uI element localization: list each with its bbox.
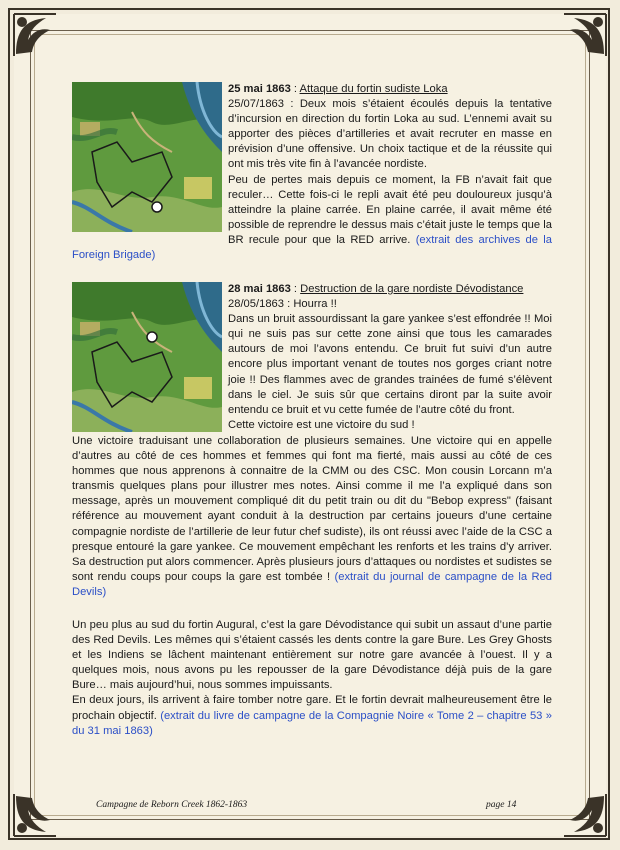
entry-separator: : bbox=[290, 283, 301, 295]
source-citation: (extrait des archives de la Foreign Brigade) bbox=[72, 233, 552, 262]
closing-paragraph: En deux jours, ils arrivent à faire tomber notre gare. Et le fortin devrait malheureusement être le prochain objectif. bbox=[72, 694, 552, 722]
campaign-map-image bbox=[72, 82, 222, 232]
journal-entry bbox=[72, 282, 552, 600]
entry-title: Destruction de la gare nordiste Dévodistance bbox=[300, 283, 524, 295]
source-citation: (extrait du journal de campagne de la Red Devils) bbox=[72, 570, 553, 598]
closing-paragraph: Un peu plus au sud du fortin Augural, c’est la gare Dévodistance qui subit un assaut d’une partie des Red Devils. Les mêmes qui s’étaient cassés les dents contre la gare Bure. Les Grey Ghosts et les Indiens se lâchent maintenant entièrement sur notre gare avancée à l’ouest. Il y a quelques mois, nous avons pu les repousser de la gare Dévodistance déjà puis de la gare Bure… mais aujourd’hui, nous sommes impuissants. bbox=[72, 619, 552, 692]
entry-title: Attaque du fortin sudiste Loka bbox=[299, 83, 448, 95]
entry-paragraph: 28/05/1863 : Hourra !! bbox=[228, 298, 337, 311]
entry-separator: : bbox=[290, 83, 300, 95]
journal-entry bbox=[72, 82, 552, 263]
entry-paragraph: Une victoire traduisant une collaboration de plusieurs semaines. Une victoire qui en appelle d’autres au côté de ces hommes et femmes qui font ma fierté, mais aussi au côté de ces hommes que nous apprenons à connaitre de la CMM ou des CSC. Mon cousin Lorcann m’a transmis quelques plans pour illustrer mes notes. Ainsi comme il me l’a expliqué dans son message, après un mouvement compliqué dit du petit train ou dit du "Bebop express" (faisant référence au mouvement ayant conduit à la destruction par certains joueurs d’une certaine compagnie nordiste de l’artillerie de leur futur chef sudiste), ils ont réussi avec l’aide de la CSC a presque entouré la gare yankee. Ce mouvement empêchant les renforts et les trains d’y arriver. Sa destruction put alors commencer. Après plusieurs jours d’attaques ou nordistes et sudistes se sont rendu coups pour coups la gare est tombée ! bbox=[72, 435, 552, 583]
footer-page-number: page 14 bbox=[486, 800, 517, 810]
entry-paragraph: Peu de pertes mais depuis ce moment, la FB n’avait fait que reculer… Cette fois-ci le repli avait été peu douloureux jusqu’à atteindre la plaine carrée. En plaine carrée, il avait même été possible de reprendre le dessus mais c’était juste le temps que la BR recule pour que la RED arrive. bbox=[228, 173, 552, 246]
entry-paragraph: Dans un bruit assourdissant la gare yankee s’est effondrée !! Moi qui ne suis pas sur cette zone ainsi que tous les camarades autours de moi l’avons entendu. Ce bruit fut suivi d’un autre encore plus important venant de toutes nos gorges criant notre joie !! Des flammes avec de grandes trainées de fumé s’élèvent dans le ciel. Je suis sûr que certains diront par la suite avoir entendu ce bruit et vu cette fumée de l’autre côté du front. bbox=[228, 313, 552, 416]
entry-date: 28 mai 1863 bbox=[228, 283, 291, 295]
footer-campaign-title: Campagne de Reborn Creek 1862-1863 bbox=[96, 800, 248, 810]
source-citation: (extrait du livre de campagne de la Compagnie Noire « Tome 2 – chapitre 53 » du 31 mai 1863) bbox=[72, 709, 552, 737]
entry-paragraph: 25/07/1863 : Deux mois s’étaient écoulés depuis la tentative d’incursion en direction du fortin Loka au sud. L’ennemi avait su apporter des pièces d’artilleries et avait recruter en masse en prévision d’une offensive. Un choix tactique et de la réussite qui ont mis très vite fin à l’avancée nordiste. bbox=[228, 98, 552, 171]
entry-paragraph: Cette victoire est une victoire du sud ! bbox=[228, 418, 415, 431]
entry-date: 25 mai 1863 bbox=[228, 83, 291, 95]
closing-narrative bbox=[72, 618, 552, 739]
campaign-map-image bbox=[72, 282, 222, 432]
